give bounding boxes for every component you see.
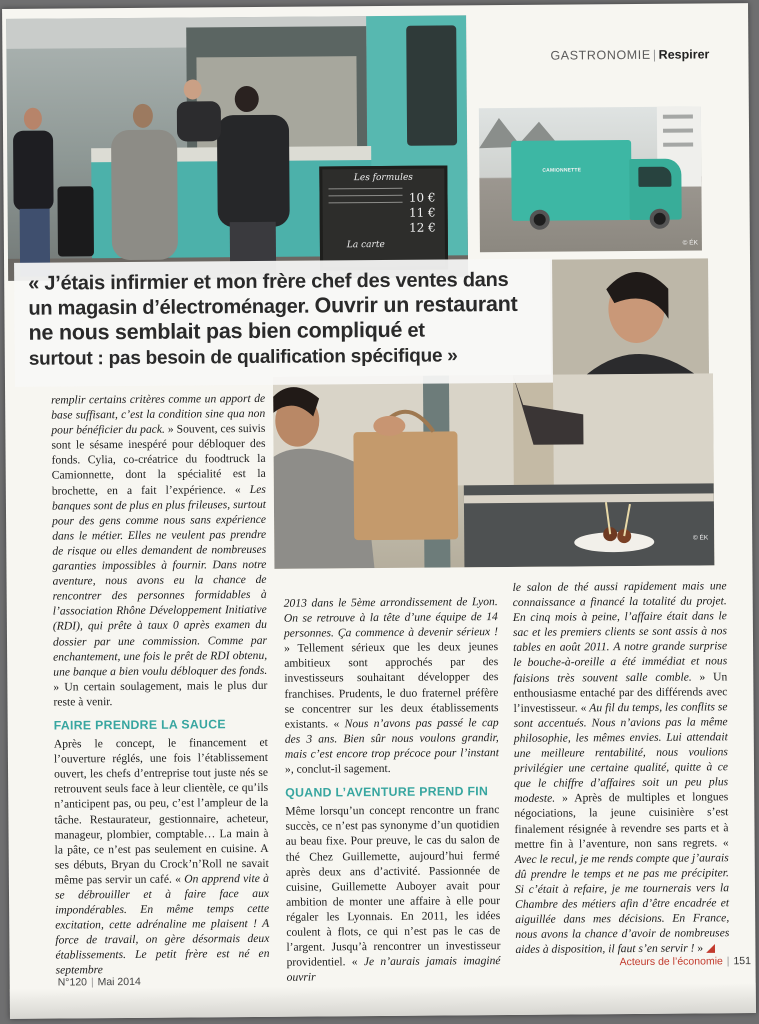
paragraph xyxy=(51,391,267,710)
pull-quote xyxy=(14,259,553,387)
quote-text: 2013 dans le 5ème arrondissement de Lyon. On se retrouve à la tête d’une équipe de 14 personnes. xyxy=(283,595,498,640)
quote-emphasis: Ouvrir un restaurant xyxy=(314,291,518,318)
issue-date: Mai 2014 xyxy=(97,975,141,989)
quote-text: le salon de thé aussi rapidement mais une connaissance a financé la totalité du projet. En cinq mois à peine, l’affaire était dans le sac et les premiers clients se sont assis à nos tables en août 2011. A notre grande surprise le bouche-à-oreille a été immédiat et nous faisions très souvent salle comble. xyxy=(512,579,728,685)
page-number: 151 xyxy=(733,955,751,968)
section-heading: FAIRE PRENDRE LA SAUCE xyxy=(53,717,226,733)
end-mark-icon: ◢ xyxy=(706,941,716,955)
subsection-label: Respirer xyxy=(658,47,710,62)
photo-credit: © ÉK xyxy=(682,239,698,247)
photo-credit: © ÉK xyxy=(692,534,709,542)
article-column-3 xyxy=(513,578,730,957)
issue-number: N°120 xyxy=(57,976,88,989)
quote-text: Avec le recul, je me rends compte que j’aurais dû prendre le temps et ne pas me précipiter. Si c’était à refaire, je me tournerais vers la Chambre des métiers afin d’être encadrée et aiguillée dans mes décisions. En France, nous avons la chance d’avoir de nombreuses aides à disposition, il faut s’en servir ! xyxy=(514,850,730,957)
chalkboard-title: Les formules xyxy=(353,172,413,184)
chalkboard-price: 12 € xyxy=(409,220,436,235)
body-text: » Un enthousiasme entaché par des différends avec l’investisseur. « xyxy=(513,669,728,715)
magazine-page xyxy=(2,3,756,1019)
body-text: », conclut-il sagement. xyxy=(284,761,391,776)
article-column-2 xyxy=(284,594,501,985)
quote-text: Ça commence à devenir sérieux ! xyxy=(337,625,499,640)
quote-text: Nous n’avons pas passé le cap des 3 ans. Bien sûr nous voulons grandir, mais c’est encore trop précoce pour l’instant xyxy=(284,715,499,761)
body-text: » Souvent, ces suivis sont le sésame inespéré pour débloquer des fonds. Cylia, co-créatrice du foodtruck la Camionnette, dont la spécialité est la brochette, en a fait l’expérience. « xyxy=(51,422,266,498)
body-text: Après le concept, le financement et l’ouverture réglés, une fois l’établissement ouvert, les chefs d’entreprise tout juste nés se retrouvent seuls face à leur clientèle, ce qu’ils n’anticipent pas, ou peu, c’est l’ampleur de la tâche. Restaurateur, gestionnaire, acheteur, manageur, plombier, comptable… La main à la pâte, ce n’est pas seulement en cuisine. A ses débuts, Bryan du Crock’n’Roll ne savait même pas servir un café. « xyxy=(53,735,269,887)
chalkboard-price: 10 € xyxy=(408,190,436,205)
quote-line: un magasin d’électroménager. xyxy=(28,295,315,320)
paragraph xyxy=(285,802,500,985)
section-heading: QUAND L’AVENTURE PREND FIN xyxy=(285,784,489,800)
body-text: » Un certain soulagement, mais le plus dur reste à venir. xyxy=(53,678,268,709)
magazine-name: Acteurs de l’économie xyxy=(619,955,723,969)
section-label: GASTRONOMIE xyxy=(550,47,651,63)
quote-text: Le petit frère est né en septembre xyxy=(55,947,270,978)
body-text: » xyxy=(694,941,704,955)
page-curl xyxy=(10,983,756,1019)
truck-wheel xyxy=(650,209,670,229)
quote-line: « J’étais infirmier et mon frère chef des ventes dans xyxy=(28,268,509,295)
quote-text: remplir certains critères comme un apport de base suffisant, c’est la condition sine qua non pour bénéficier du pack. xyxy=(51,391,266,437)
truck-logo: CAMIONNETTE xyxy=(542,167,582,174)
photo-camionnette-truck xyxy=(479,106,702,252)
quote-line: surtout : pas besoin de qualification spécifique » xyxy=(28,345,458,370)
quote-line: et xyxy=(402,319,425,342)
quote-emphasis: ne nous semblait pas bien compliqué xyxy=(28,317,403,345)
body-text: » Après de multiples et longues négociations, la jeune cuisinière s’est finalement résignée à revendre ses parts et à mettre fin à l’aventure, non sans regrets. « xyxy=(514,790,729,851)
chalkboard-menu xyxy=(319,165,448,270)
quote-text: Je n’aurais jamais imaginé ouvrir xyxy=(286,954,501,984)
footer-issue: N°120 | Mai 2014 xyxy=(57,975,141,989)
paragraph xyxy=(513,578,730,957)
footer-folio: Acteurs de l’économie | 151 xyxy=(619,955,751,969)
truck-wheel xyxy=(530,210,550,230)
chalkboard-price: 11 € xyxy=(408,205,436,220)
chalkboard-subtitle: La carte xyxy=(346,239,385,251)
body-text: » Tellement sérieux que les deux jeunes ambitieux sont approchés par des investisseurs souhaitant développer des franchises. Prudents, le duo fraternel préfère se concentrer sur les deux établissements existants. « xyxy=(284,640,499,731)
quote-text: On apprend vite à se débrouiller et à faire face aux impondérables. En même temps cette excitation, cette adrénaline me plaisent ! A force de travail, on gère désormais deux établissements. xyxy=(54,871,270,962)
paragraph xyxy=(284,594,499,777)
truck-window xyxy=(638,167,671,187)
section-header: GASTRONOMIE | Respirer xyxy=(550,47,710,63)
photo-customer-bag xyxy=(273,373,714,568)
body-text: Même lorsqu’un concept rencontre un franc succès, ce n’est pas synonyme d’un quotidien au beau fixe. Pour preuve, le cas du salon de thé Chez Guillemette, aujourd’hui fermé après deux ans d’activité. Passionnée de cuisine, Guillemette Auboyer avait pour ambition de monter une affaire à elle pour régaler les Lyonnais. En 2011, les idées coulent à flots, ce qui n’est pas le cas de l’argent. Jusqu’à rencontrer un investisseur providentiel. « xyxy=(285,803,501,969)
article-column-1 xyxy=(51,391,270,978)
paragraph xyxy=(54,735,270,978)
quote-text: Les banques sont de plus en plus frileuses, surtout pour des gens comme nous sans expérience dans le métier. Elles ne veulent pas prendre de risque ou elles demandent de nombreuses garanties impossibles à fournir. Dans notre aventure, nous avons eu la chance de rencontrer des personnes formidables à l’association Rhône Développement Initiative (RDI), qui prête à taux 0 après examen du dossier par une commission. Comme par enchantement, une fois le prêt de RDI obtenu, une banque a bien voulu débloquer des fonds. xyxy=(51,482,268,679)
quote-text: Au fil du temps, les conflits se sont accentués. Nous n’avions pas la même philosophie, les mêmes envies. Lui attendait une meilleure rentabilité, nous voulions privilégier une certaine qualité, quitte à ce que le chiffre d’affaires soit un peu plus modeste. xyxy=(513,700,729,806)
truck-body xyxy=(511,140,632,221)
